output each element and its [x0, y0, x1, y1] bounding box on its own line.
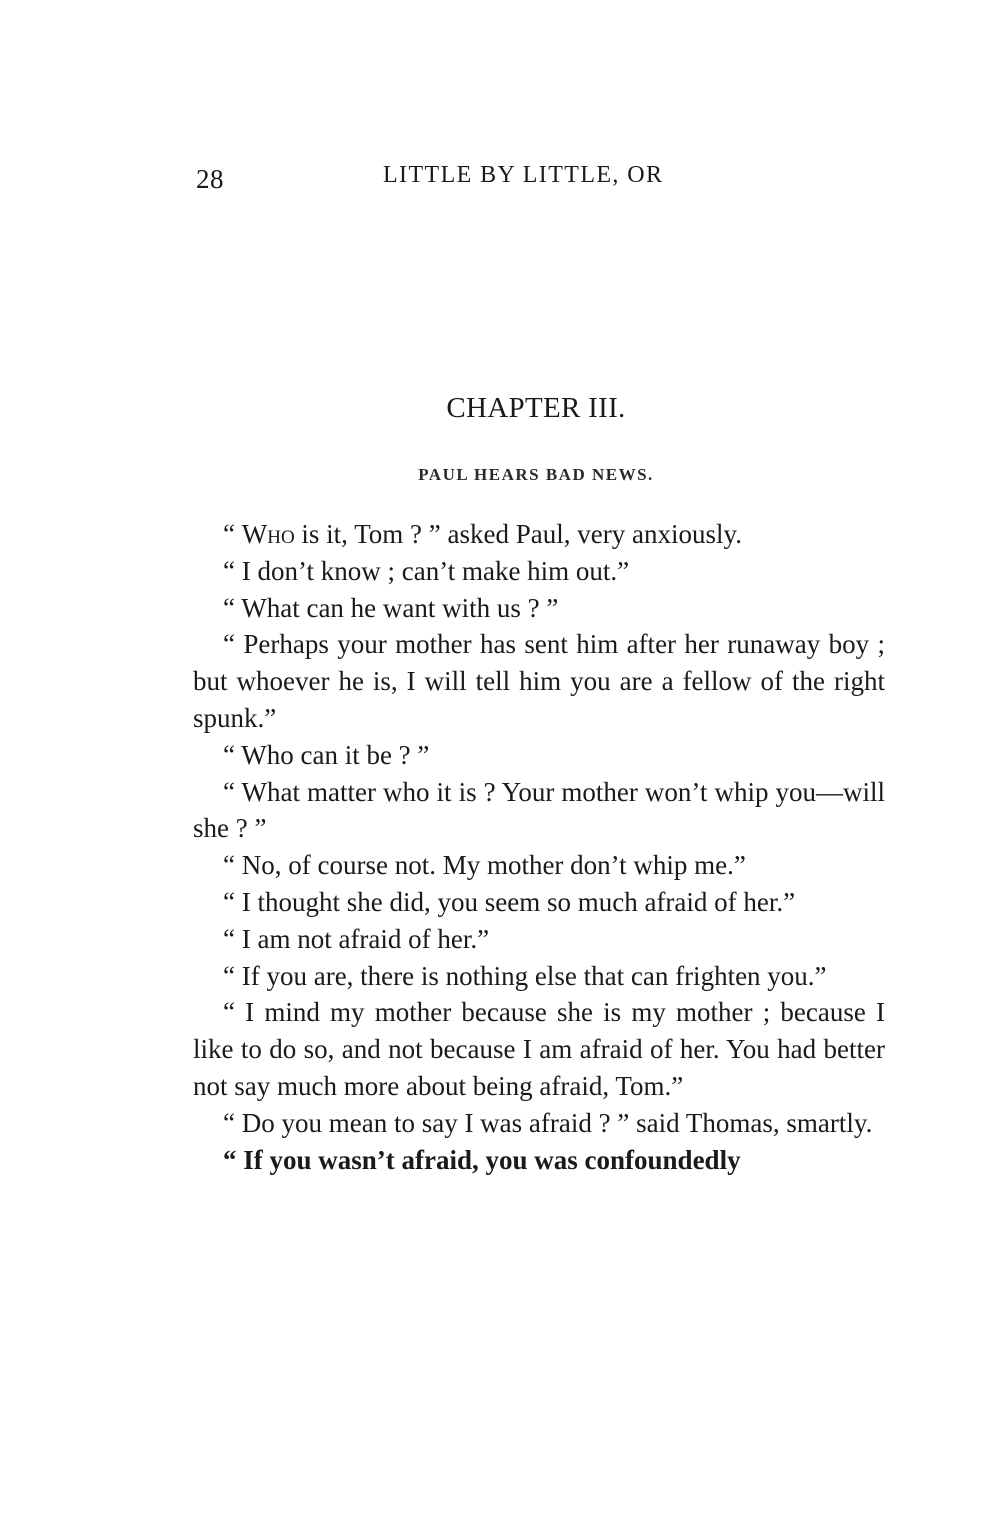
- paragraph: “ If you are, there is nothing else that can frighten you.”: [223, 960, 827, 991]
- paragraph-small-caps: Who: [241, 519, 295, 549]
- paragraph: “ What can he want with us ? ”: [223, 592, 559, 623]
- paragraph: “ What matter who it is ? Your mother won’t whip you—will she ? ”: [193, 776, 885, 844]
- chapter-heading: CHAPTER III.: [446, 392, 626, 424]
- paragraph: “ Do you mean to say I was afraid ? ” said Thomas, smartly.: [223, 1107, 873, 1138]
- paragraph: [193, 516, 885, 553]
- body-text: [193, 516, 885, 1178]
- chapter-subtitle: PAUL HEARS BAD NEWS.: [418, 465, 654, 484]
- paragraph: “ I mind my mother because she is my mother ; because I like to do so, and not because I am afraid of her. You had better not say much more about being afraid, Tom.”: [193, 997, 885, 1101]
- paragraph: “ I thought she did, you seem so much afraid of her.”: [223, 886, 796, 917]
- paragraph: “ No, of course not. My mother don’t whip me.”: [223, 850, 746, 881]
- running-title: LITTLE BY LITTLE, OR: [383, 162, 664, 188]
- page-number: 28: [196, 164, 224, 194]
- paragraph: “ If you wasn’t afraid, you was confoundedly: [223, 1144, 741, 1175]
- paragraph-open-quote: “: [223, 519, 242, 549]
- running-head: [193, 160, 893, 196]
- paragraph: “ I am not afraid of her.”: [223, 923, 490, 954]
- paragraph: “ Who can it be ? ”: [223, 739, 430, 770]
- paragraph-text: is it, Tom ? ” asked Paul, very anxiously.: [294, 519, 742, 549]
- paragraph: “ Perhaps your mother has sent him after her runaway boy ; but whoever he is, I will tell him you are a fellow of the right spunk.”: [193, 629, 885, 733]
- paragraph: “ I don’t know ; can’t make him out.”: [223, 555, 630, 586]
